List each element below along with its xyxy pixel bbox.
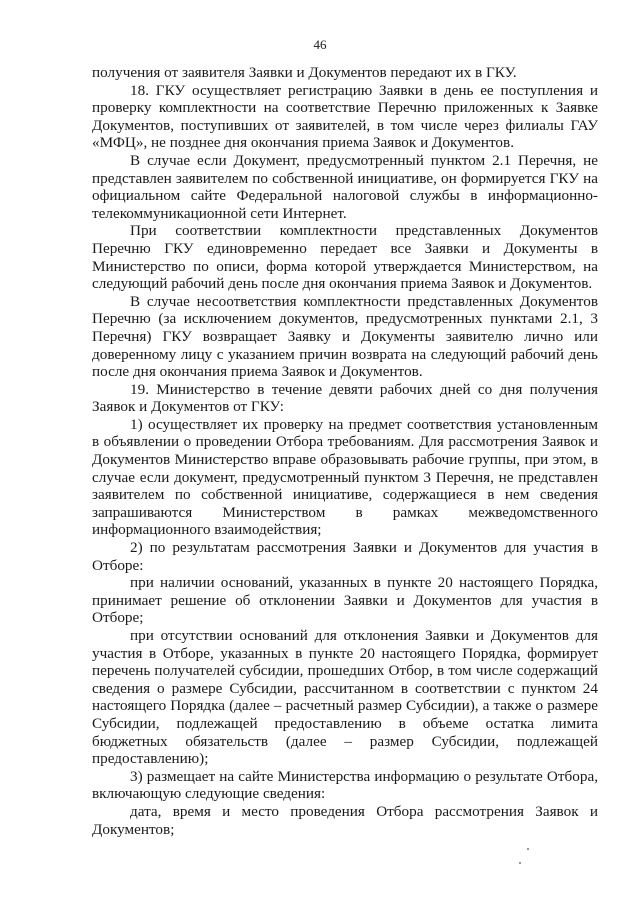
paragraph: 19. Министерство в течение девяти рабочих дней со дня получения Заявок и Документов от ГКУ: <box>92 380 598 416</box>
paragraph: 3) размещает на сайте Министерства информацию о результате Отбора, включающую следующие сведения: <box>92 767 598 803</box>
paragraph: 18. ГКУ осуществляет регистрацию Заявки в день ее поступления и проверку комплектности на соответствие Перечню приложенных к Заявке Документов, поступивших от заявителей, в том числе через филиалы ГАУ «МФЦ», не позднее дня окончания приема Заявок и Документов. <box>92 81 598 152</box>
paragraph: 1) осуществляет их проверку на предмет соответствия установленным в объявлении о проведении Отбора требованиям. Для рассмотрения Заявок и Документов Министерство вправе образовывать рабочие группы, при этом, в случае если документ, предусмотренный пунктом 3 Перечня, не представлен заявителем по собственной инициативе, содержащиеся в нем сведения запрашиваются Министерством в рамках межведомственного информационного взаимодействия; <box>92 415 598 539</box>
paragraph: получения от заявителя Заявки и Документов передают их в ГКУ. <box>92 64 517 81</box>
paragraph: В случае несоответствия комплектности представленных Документов Перечню (за исключением документов, предусмотренных пунктами 2.1, 3 Перечня) ГКУ возвращает Заявку и Документы заявителю лично или доверенному лицу с указанием причин возврата на следующий рабочий день после дня окончания приема Заявок и Документов. <box>92 292 598 381</box>
paragraph: В случае если Документ, предусмотренный пунктом 2.1 Перечня, не представлен заявителем по собственной инициативе, он формируется ГКУ на официальном сайте Федеральной налоговой службы в информационно-телекоммуникационной сети Интернет. <box>92 151 598 222</box>
paragraph: При соответствии комплектности представленных Документов Перечню ГКУ единовременно передает все Заявки и Документы в Министерство по описи, форма которой утверждается Министерством, на следующий рабочий день после дня окончания приема Заявок и Документов. <box>92 222 598 293</box>
scan-speck <box>519 862 521 864</box>
document-body <box>92 64 598 838</box>
scan-speck <box>527 848 529 850</box>
paragraph: дата, время и место проведения Отбора рассмотрения Заявок и Документов; <box>92 802 598 838</box>
paragraph: при наличии оснований, указанных в пункте 20 настоящего Порядка, принимает решение об отклонении Заявки и Документов для участия в Отборе; <box>92 574 598 627</box>
paragraph: при отсутствии оснований для отклонения Заявки и Документов для участия в Отборе, указанных в пункте 20 настоящего Порядка, формирует перечень получателей субсидии, прошедших Отбор, в том числе содержащий сведения о размере Субсидии, рассчитанном в соответствии с пунктом 24 настоящего Порядка (далее – расчетный размер Субсидии), а также о размере Субсидии, подлежащей предоставлению в объеме остатка лимита бюджетных обязательств (далее – размер Субсидии, подлежащей предоставлению); <box>92 627 598 768</box>
page-number: 46 <box>313 37 327 52</box>
paragraph: 2) по результатам рассмотрения Заявки и Документов для участия в Отборе: <box>92 539 598 574</box>
